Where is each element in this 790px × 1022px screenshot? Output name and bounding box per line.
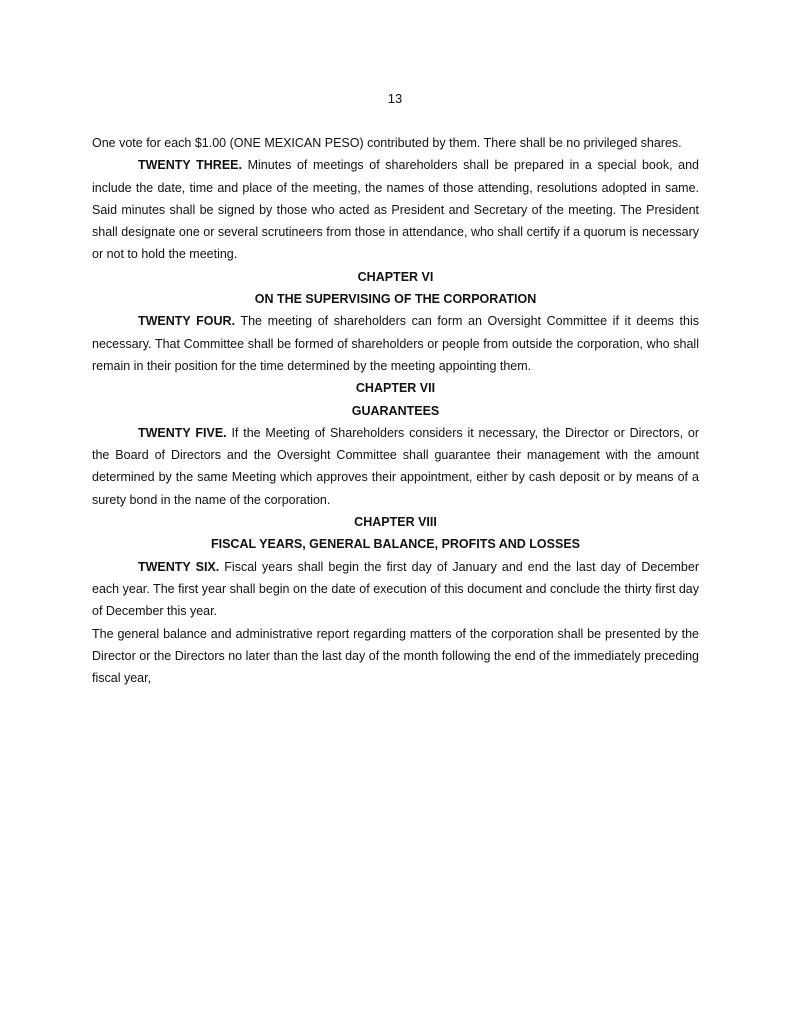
chapter-heading: CHAPTER VI [357,269,434,284]
chapter-subheading: FISCAL YEARS, GENERAL BALANCE, PROFITS AND LOSSES [210,537,581,552]
chapter-heading: CHAPTER VII [355,381,436,396]
chapter-subheading: ON THE SUPERVISING OF THE CORPORATION [254,292,537,307]
article-twenty-six [92,556,699,623]
chapter-subheading: GUARANTEES [351,403,440,418]
article-text: If the Meeting of Shareholders considers it necessary, the Director or Directors, or the Board of Directors and the Oversight Committee shall guarantee their management with the amount determined by the same Meeting which approves their appointment, either by cash deposit or by means of a surety bond in the name of the corporation. [92,425,699,507]
article-text: Fiscal years shall begin the first day of January and end the last day of December each year. The first year shall begin on the date of execution of this document and conclude the thirty first day of December this year. [92,559,699,619]
page-number: 13 [387,91,403,106]
article-text: The meeting of shareholders can form an Oversight Committee if it deems this necessary. That Committee shall be formed of shareholders or people from outside the corporation, who shall remain in their position for the time determined by the meeting appointing them. [92,314,700,373]
article-text: Minutes of meetings of shareholders shall be prepared in a special book, and include the date, time and place of the meeting, the names of those attending, resolutions adopted in same. Said minutes shall be signed by those who acted as President and Secretary of the meeting. The President shall designate one or several scrutineers from those in attendance, who shall certify if a quorum is necessary or not to hold the meeting. [92,158,699,262]
article-title: TWENTY FOUR. [138,314,236,329]
paragraph-votes: One vote for each $1.00 (ONE MEXICAN PESO) contributed by them. There shall be no privileged shares. [92,136,682,150]
chapter-heading: CHAPTER VIII [354,515,437,530]
article-title: TWENTY SIX. [138,559,220,574]
article-title: TWENTY FIVE. [138,425,227,440]
article-twenty-five [92,422,699,511]
paragraph-general-balance: The general balance and administrative report regarding matters of the corporation shall be presented by the Director or the Directors no later than the last day of the month following the end of the immediately preceding fiscal year, [92,626,699,686]
document-body [92,132,699,689]
article-twenty-four [92,310,699,377]
article-title: TWENTY THREE. [138,158,242,173]
article-twenty-three [92,154,699,265]
